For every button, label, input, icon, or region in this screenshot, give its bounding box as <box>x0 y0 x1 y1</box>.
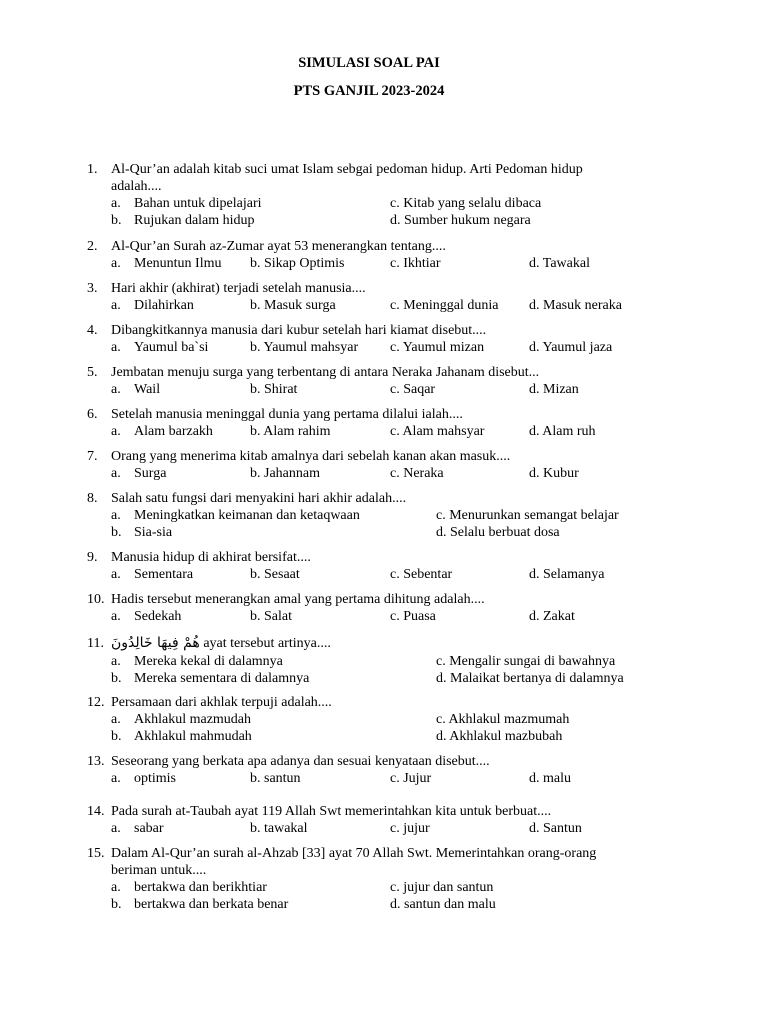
option-c: c. Kitab yang selalu dibaca <box>390 196 542 211</box>
option-c: c. Jujur <box>390 771 432 786</box>
question-2 <box>0 238 768 272</box>
option-a: a. Menuntun Ilmu <box>111 256 222 271</box>
option-a: a. Bahan untuk dipelajari <box>111 196 262 211</box>
question-number: 7. <box>87 449 98 464</box>
option-d: d. Selamanya <box>529 567 605 582</box>
question-14 <box>0 803 768 837</box>
question-number: 3. <box>87 281 98 296</box>
question-number: 6. <box>87 407 98 422</box>
question-text: Hari akhir (akhirat) terjadi setelah manusia.... <box>111 281 366 296</box>
question-number: 13. <box>87 754 105 769</box>
option-b: b. Jahannam <box>250 466 320 481</box>
page-title: SIMULASI SOAL PAI <box>298 55 440 71</box>
option-a: a. optimis <box>111 771 177 786</box>
page-subtitle: PTS GANJIL 2023-2024 <box>293 83 445 99</box>
question-7 <box>0 448 768 482</box>
question-text: Seseorang yang berkata apa adanya dan sesuai kenyataan disebut.... <box>111 754 490 769</box>
question-number: 10. <box>87 592 105 607</box>
option-a: a. Surga <box>111 466 167 481</box>
question-13 <box>0 753 768 787</box>
option-b: b. Yaumul mahsyar <box>250 340 359 355</box>
option-c: c. Ikhtiar <box>390 256 441 271</box>
option-a: a. Meningkatkan keimanan dan ketaqwaan <box>111 508 360 523</box>
option-a: a. Dilahirkan <box>111 298 194 313</box>
question-number: 9. <box>87 550 98 565</box>
option-c: c. jujur <box>390 821 430 836</box>
question-text: Jembatan menuju surga yang terbentang di antara Neraka Jahanam disebut... <box>111 365 540 380</box>
option-c: c. Yaumul mizan <box>390 340 485 355</box>
option-a: a. Yaumul ba`si <box>111 340 209 355</box>
option-d: d. Santun <box>529 821 582 836</box>
option-d: d. Malaikat bertanya di dalamnya <box>436 671 624 686</box>
option-c: c. Meninggal dunia <box>390 298 499 313</box>
arabic-verse: هُمْ فِيهَا خَالِدُونَ <box>111 635 200 651</box>
question-9 <box>0 549 768 583</box>
option-c: c. Puasa <box>390 609 436 624</box>
question-number: 4. <box>87 323 98 338</box>
question-text: Manusia hidup di akhirat bersifat.... <box>111 550 311 565</box>
option-b: b. tawakal <box>250 821 308 836</box>
question-number: 1. <box>87 162 98 177</box>
question-number: 11. <box>87 636 104 651</box>
question-11 <box>0 634 768 687</box>
question-10 <box>0 591 768 625</box>
option-b: b. santun <box>250 771 301 786</box>
question-15 <box>0 845 768 913</box>
option-d: d. Sumber hukum negara <box>390 213 531 228</box>
option-c: c. Saqar <box>390 382 436 397</box>
question-number: 15. <box>87 846 105 861</box>
question-text: Persamaan dari akhlak terpuji adalah.... <box>111 695 332 710</box>
question-text: Dalam Al-Qur’an surah al-Ahzab [33] ayat 70 Allah Swt. Memerintahkan orang-orang <box>111 846 597 861</box>
question-3 <box>0 280 768 314</box>
option-b: b. Masuk surga <box>250 298 336 313</box>
question-text: Pada surah at-Taubah ayat 119 Allah Swt memerintahkan kita untuk berbuat.... <box>111 804 552 819</box>
option-d: d. Yaumul jaza <box>529 340 613 355</box>
option-c: c. Neraka <box>390 466 444 481</box>
question-text: Al-Qur’an Surah az-Zumar ayat 53 menerangkan tentang.... <box>111 239 446 254</box>
option-d: d. Masuk neraka <box>529 298 622 313</box>
option-d: d. Selalu berbuat dosa <box>436 525 560 540</box>
question-number: 2. <box>87 239 98 254</box>
option-a: a. Alam barzakh <box>111 424 213 439</box>
question-text: Al-Qur’an adalah kitab suci umat Islam sebgai pedoman hidup. Arti Pedoman hidup <box>111 162 583 177</box>
question-1 <box>0 161 768 229</box>
option-d: d. santun dan malu <box>390 897 496 912</box>
option-b: b. Sia-sia <box>111 525 173 540</box>
option-a: a. bertakwa dan berikhtiar <box>111 880 267 895</box>
option-a: a. Sementara <box>111 567 194 582</box>
option-d: d. Zakat <box>529 609 575 624</box>
option-a: a. Sedekah <box>111 609 182 624</box>
option-d: d. Tawakal <box>529 256 590 271</box>
question-number: 14. <box>87 804 105 819</box>
option-a: a. Wail <box>111 382 161 397</box>
option-c: c. Menurunkan semangat belajar <box>436 508 619 523</box>
question-12 <box>0 694 768 745</box>
question-text: هُمْ فِيهَا خَالِدُونَ ayat tersebut artinya.... <box>111 635 331 651</box>
question-number: 5. <box>87 365 98 380</box>
option-b: b. Sikap Optimis <box>250 256 345 271</box>
option-d: d. Akhlakul mazbubah <box>436 729 563 744</box>
question-8 <box>0 490 768 541</box>
option-c: c. Akhlakul mazmumah <box>436 712 570 727</box>
question-4 <box>0 322 768 356</box>
question-6 <box>0 406 768 440</box>
option-a: a. Akhlakul mazmudah <box>111 712 252 727</box>
question-text: Orang yang menerima kitab amalnya dari sebelah kanan akan masuk.... <box>111 449 511 464</box>
question-5 <box>0 364 768 398</box>
option-c: c. Mengalir sungai di bawahnya <box>436 654 616 669</box>
question-text: Dibangkitkannya manusia dari kubur setelah hari kiamat disebut.... <box>111 323 487 338</box>
option-b: b. Shirat <box>250 382 298 397</box>
question-text: Hadis tersebut menerangkan amal yang pertama dihitung adalah.... <box>111 592 485 607</box>
option-b: b. Rujukan dalam hidup <box>111 213 255 228</box>
option-d: d. Alam ruh <box>529 424 596 439</box>
option-b: b. bertakwa dan berkata benar <box>111 897 289 912</box>
option-d: d. Mizan <box>529 382 579 397</box>
question-text: Salah satu fungsi dari menyakini hari akhir adalah.... <box>111 491 407 506</box>
question-text-continued: adalah.... <box>111 179 162 194</box>
option-b: b. Alam rahim <box>250 424 331 439</box>
option-a: a. Mereka kekal di dalamnya <box>111 654 283 669</box>
question-text-continued: beriman untuk.... <box>111 863 207 878</box>
option-c: c. jujur dan santun <box>390 880 494 895</box>
option-d: d. Kubur <box>529 466 579 481</box>
option-b: b. Salat <box>250 609 292 624</box>
option-b: b. Mereka sementara di dalamnya <box>111 671 310 686</box>
question-number: 12. <box>87 695 105 710</box>
option-b: b. Akhlakul mahmudah <box>111 729 252 744</box>
option-c: c. Alam mahsyar <box>390 424 485 439</box>
option-d: d. malu <box>529 771 571 786</box>
question-number: 8. <box>87 491 98 506</box>
option-a: a. sabar <box>111 821 164 836</box>
option-b: b. Sesaat <box>250 567 300 582</box>
question-text: Setelah manusia meninggal dunia yang pertama dilalui ialah.... <box>111 407 463 422</box>
option-c: c. Sebentar <box>390 567 453 582</box>
